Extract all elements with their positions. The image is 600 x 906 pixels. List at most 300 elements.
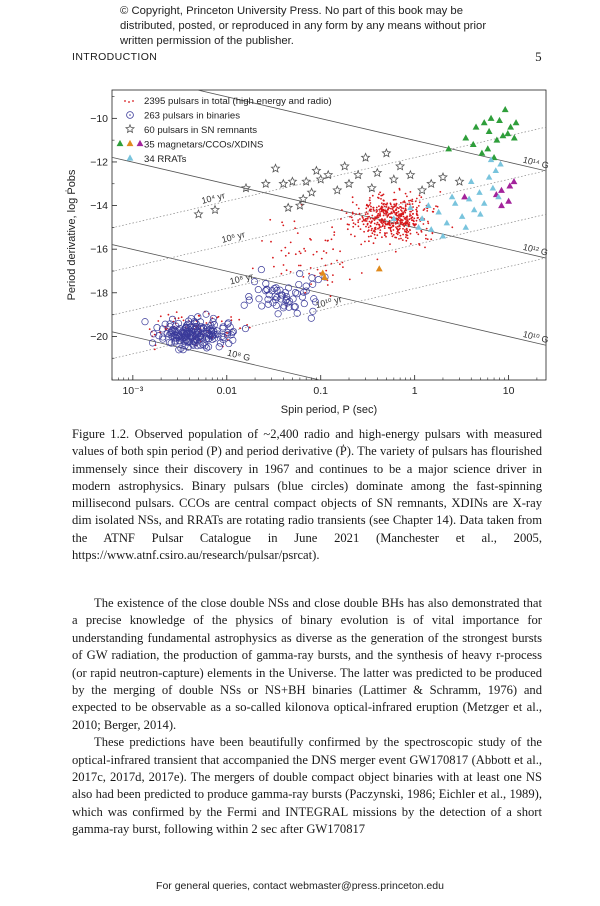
y-tick-label: −18 [90, 287, 108, 300]
pulsar-point [331, 263, 333, 265]
pulsar-point [285, 255, 287, 257]
pulsar-point [299, 251, 301, 253]
pulsar-point [383, 222, 385, 224]
pulsar-point [272, 257, 274, 259]
pulsar-point [400, 235, 402, 237]
pulsar-point [387, 215, 389, 217]
pulsar-point [383, 213, 385, 215]
pulsar-point [383, 209, 385, 211]
body-paragraph: These predictions have been beautifully confirmed by the spectroscopic study of the optical-infrared transient that accompanied the DNS merger event GW170817 (Abbott et al., 2017c, 2017d, 2017e). The mergers of double compact object binaries with at least one NS also had been predicted to produce gamma-ray bursts (Paczynski, 1986; Eichler et al., 1989), which was confirmed by the Fermi and INTEGRAL missions by the detection of a short gamma-ray burst, following within 2 sec after GW170817 [72, 735, 542, 837]
pulsar-point [384, 206, 386, 208]
pulsar-point [269, 219, 271, 221]
pulsar-point [391, 223, 393, 225]
pulsar-point [284, 247, 286, 249]
pulsar-point [391, 211, 393, 213]
pulsar-point [373, 218, 375, 220]
pulsar-point [410, 215, 412, 217]
pulsar-point [416, 232, 418, 234]
pulsar-point [398, 238, 400, 240]
pulsar-point [206, 322, 208, 324]
pulsar-point [341, 209, 343, 211]
pulsar-point [412, 206, 414, 208]
magnetar-point [493, 137, 500, 143]
magnetar-point [484, 145, 491, 151]
pulsar-point [427, 222, 429, 224]
field-line-label: 10¹² G [521, 241, 550, 258]
pulsar-point [295, 253, 297, 255]
pulsar-point [370, 202, 372, 204]
field-line-label: 10⁸ G [226, 347, 252, 364]
rrat-point [481, 200, 487, 206]
pulsar-point [405, 236, 407, 238]
snr-pulsar-point [382, 149, 390, 157]
pulsar-point [381, 236, 383, 238]
pulsar-point [349, 216, 351, 218]
snr-pulsar-point [373, 169, 381, 177]
pulsar-point [359, 218, 361, 220]
pulsar-point [432, 233, 434, 235]
pulsar-point [451, 226, 453, 228]
pulsar-point [370, 206, 372, 208]
pulsar-point [387, 209, 389, 211]
pulsar-point [339, 263, 341, 265]
pulsar-point [353, 222, 355, 224]
pulsar-point [395, 214, 397, 216]
snr-pulsar-point [302, 177, 310, 185]
magnetar-point [462, 134, 469, 140]
pulsar-point [333, 231, 335, 233]
pulsar-point [410, 233, 412, 235]
page-number: 5 [535, 49, 542, 64]
pulsar-point [393, 206, 395, 208]
pulsar-point [310, 283, 312, 285]
pulsar-point [360, 244, 362, 246]
pulsar-point [354, 235, 356, 237]
pulsar-point [364, 241, 366, 243]
pulsar-point [389, 227, 391, 229]
pulsar-point [363, 219, 365, 221]
pulsar-point [332, 248, 334, 250]
pulsar-point [298, 265, 300, 267]
pulsar-point [342, 266, 344, 268]
pulsar-point [352, 196, 354, 198]
pulsar-point [396, 212, 398, 214]
pulsar-point [406, 216, 408, 218]
snr-pulsar-point [354, 171, 362, 179]
pulsar-point [358, 208, 360, 210]
binary-pulsar-point [309, 275, 315, 281]
legend-entry-label: 2395 pulsars in total (high energy and radio) [144, 96, 332, 107]
binary-pulsar-point [275, 311, 281, 317]
pulsar-point [382, 206, 384, 208]
legend-marker-dot [124, 100, 126, 102]
pulsar-point [363, 223, 365, 225]
binary-pulsar-point [230, 337, 236, 343]
pulsar-point [379, 214, 381, 216]
pulsar-point [300, 265, 302, 267]
pulsar-point [404, 202, 406, 204]
pulsar-point [349, 279, 351, 281]
pulsar-point [383, 200, 385, 202]
binary-pulsar-point [310, 308, 316, 314]
pulsar-point [352, 213, 354, 215]
rrat-point [459, 213, 465, 219]
pulsar-point [371, 220, 373, 222]
pulsar-point [409, 229, 411, 231]
pulsar-point [390, 204, 392, 206]
snr-pulsar-point [242, 184, 250, 192]
pulsar-point [406, 228, 408, 230]
pulsar-point [376, 215, 378, 217]
pulsar-point [368, 216, 370, 218]
rrat-point [471, 207, 477, 213]
legend-entry-label: 263 pulsars in binaries [144, 110, 240, 122]
pulsar-point [304, 250, 306, 252]
pulsar-point [351, 217, 353, 219]
pulsar-point [378, 205, 380, 207]
pulsar-point [339, 250, 341, 252]
snr-pulsar-point [262, 180, 270, 188]
snr-pulsar-point [284, 204, 292, 212]
snr-pulsar-point [406, 171, 414, 179]
pulsar-point [426, 228, 428, 230]
pulsar-point [238, 319, 240, 321]
xdins-point [505, 198, 512, 204]
pulsar-point [290, 271, 292, 273]
rrat-point [497, 161, 503, 167]
x-tick-label: 10 [502, 385, 515, 397]
pulsar-point [376, 209, 378, 211]
pulsar-point [424, 247, 426, 249]
binary-pulsar-point [259, 303, 265, 309]
pulsar-point [382, 225, 384, 227]
pulsar-point [430, 238, 432, 240]
pulsar-point [357, 219, 359, 221]
body-paragraph: The existence of the close double NSs and close double BHs has also demonstrated that a precise knowledge of the physics of binary evolution is of vital importance for understanding fundamental astrophysics as diverse as the generation of the strongest bursts of GW radiation, the production of gamma-ray bursts, and the synthesis of heavy r-process (or rapid neutron-capture) elements in the Universe. The latter was predicted to be produced by the merging of double NSs or NS+BH binaries (Lattimer & Schramm, 1976) and expected to be observable as a so-called kilonova optical-infrared eruption (Metzger et al., 2010; Berger, 2014). [72, 596, 542, 732]
age-line-label: 10⁴ yr [200, 190, 227, 206]
pulsar-point [418, 243, 420, 245]
pulsar-point [405, 218, 407, 220]
y-tick-label: −14 [90, 200, 108, 213]
pulsar-point [418, 205, 420, 207]
pulsar-point [370, 226, 372, 228]
pulsar-point [333, 234, 335, 236]
pulsar-point [331, 238, 333, 240]
pulsar-point [249, 327, 251, 329]
pulsar-point [230, 316, 232, 318]
legend-entry-label: 60 pulsars in SN remnants [144, 125, 258, 136]
pulsar-point [405, 222, 407, 224]
xdins-point [498, 202, 505, 208]
pulsar-point [384, 226, 386, 228]
pulsar-point [154, 349, 156, 351]
snr-pulsar-point [439, 173, 447, 181]
legend-marker-dot [128, 101, 130, 103]
magnetar-point [445, 145, 452, 151]
pulsar-point [389, 216, 391, 218]
pulsar-point [400, 209, 402, 211]
pulsar-point [168, 314, 170, 316]
pulsar-point [373, 242, 375, 244]
pulsar-point [391, 206, 393, 208]
magnetar-point [507, 123, 514, 129]
pulsar-point [375, 237, 377, 239]
pulsar-point [416, 214, 418, 216]
pulsar-point [286, 269, 288, 271]
magnetar-point [481, 119, 488, 125]
pulsar-point [388, 213, 390, 215]
snr-pulsar-point [211, 206, 219, 214]
pulsar-point [396, 228, 398, 230]
pulsar-point [356, 204, 358, 206]
pulsar-point [336, 260, 338, 262]
pulsar-point [379, 209, 381, 211]
pulsar-point [369, 200, 371, 202]
pulsar-point [309, 238, 311, 240]
pulsar-point [316, 251, 318, 253]
pulsar-point [149, 328, 151, 330]
pulsar-point [393, 192, 395, 194]
pulsar-point [405, 240, 407, 242]
rrat-point [463, 224, 469, 230]
x-tick-label: 1 [411, 385, 418, 397]
snr-pulsar-point [456, 177, 464, 185]
pulsar-point [360, 228, 362, 230]
pulsar-point [385, 213, 387, 215]
pulsar-point [393, 229, 395, 231]
pulsar-point [331, 226, 333, 228]
pulsar-point [399, 188, 401, 190]
pulsar-point [384, 234, 386, 236]
binary-pulsar-point [265, 301, 271, 307]
pulsar-point [412, 203, 414, 205]
pulsar-point [402, 214, 404, 216]
pulsar-point [290, 242, 292, 244]
snr-pulsar-point [341, 162, 349, 170]
pulsar-point [297, 232, 299, 234]
pulsar-point [433, 208, 435, 210]
pulsar-point [368, 236, 370, 238]
pulsar-point [323, 250, 325, 252]
pulsar-point [417, 217, 419, 219]
pulsar-point [399, 228, 401, 230]
pulsar-point [415, 209, 417, 211]
legend-marker-triangle [117, 140, 124, 146]
pulsar-point [160, 315, 162, 317]
caption-text: Observed population of ~2,400 radio and high-energy pulsars with measured values of both spin period (P) and period derivative (Ṗ). The variety of pulsars has flourished immensely since their discovery in 1967 and continues to be a major science driver in modern astrophysics. Binary pulsars (blue circles) dominate among the fast-spinning millisecond pulsars. CCOs are central compact objects of SN remnants, XDINs are X-ray dim isolated NSs, and RRATs are rotating radio transients (see Chapter 14). Data taken from the ATNF Pulsar Catalogue in June 2021 (Manchester et al., 2005, https://www.atnf.csiro.au/research/pulsar/psrcat). [72, 427, 542, 563]
pulsar-point [281, 273, 283, 275]
pulsar-point [221, 320, 223, 322]
pulsar-point [350, 234, 352, 236]
pulsar-point [183, 320, 185, 322]
pulsar-point [379, 229, 381, 231]
pulsar-point [405, 205, 407, 207]
pulsar-point [403, 223, 405, 225]
magnetar-point [473, 123, 480, 129]
pulsar-point [157, 320, 159, 322]
pulsar-point [423, 223, 425, 225]
pulsar-point [327, 284, 329, 286]
legend-marker-circle-dot [129, 114, 131, 116]
pulsar-point [294, 227, 296, 229]
pulsar-point [325, 240, 327, 242]
pulsar-point [400, 202, 402, 204]
pulsar-point [408, 223, 410, 225]
y-tick-label: −20 [90, 330, 108, 343]
pulsar-point [367, 213, 369, 215]
pulsar-point [398, 214, 400, 216]
pulsar-point [405, 231, 407, 233]
legend [117, 96, 332, 165]
binary-pulsar-point [256, 296, 262, 302]
pulsar-point [396, 222, 398, 224]
pulsar-point [366, 211, 368, 213]
pulsar-point [365, 208, 367, 210]
binary-pulsar-point [242, 325, 248, 331]
pulsar-point [365, 226, 367, 228]
pulsar-point [379, 227, 381, 229]
snr-pulsar-point [396, 162, 404, 170]
pulsar-point [402, 234, 404, 236]
pulsar-point [437, 206, 439, 208]
rrat-point [490, 185, 496, 191]
pulsar-point [363, 231, 365, 233]
pulsar-point [386, 222, 388, 224]
pulsar-point [411, 217, 413, 219]
pulsar-point [395, 199, 397, 201]
pulsar-point [270, 241, 272, 243]
pulsar-point [403, 226, 405, 228]
pulsar-point [400, 220, 402, 222]
pulsar-point [411, 199, 413, 201]
pulsar-point [313, 254, 315, 256]
xdins-point [461, 193, 468, 199]
pulsar-point [300, 252, 302, 254]
pulsar-point [372, 195, 374, 197]
pulsar-point [252, 268, 254, 270]
pulsar-point [402, 208, 404, 210]
pulsar-point [384, 221, 386, 223]
pulsar-point [425, 238, 427, 240]
pulsar-point [393, 225, 395, 227]
pulsar-point [367, 205, 369, 207]
pulsar-point [382, 194, 384, 196]
binary-pulsar-point [299, 294, 305, 300]
cco-point [376, 265, 383, 271]
rrat-point [449, 193, 455, 199]
rrat-point [419, 215, 425, 221]
pulsar-point [317, 269, 319, 271]
xdins-point [498, 187, 505, 193]
pulsar-point [359, 213, 361, 215]
pulsar-point [427, 238, 429, 240]
line-labels [200, 155, 549, 363]
pulsar-point [397, 230, 399, 232]
snr-pulsar-point [312, 167, 320, 175]
pulsar-point [380, 198, 382, 200]
pulsar-point [417, 233, 419, 235]
pulsar-point [402, 239, 404, 241]
pulsar-point [379, 232, 381, 234]
pulsar-point [395, 251, 397, 253]
legend-marker-triangle [127, 140, 134, 146]
pulsar-point [403, 216, 405, 218]
pulsar-point [408, 231, 410, 233]
pulsar-point [347, 223, 349, 225]
pulsar-point [369, 221, 371, 223]
binary-pulsar-point [149, 340, 155, 346]
age-line-label: 10¹⁰ yr [314, 294, 343, 311]
pulsar-point [379, 211, 381, 213]
pulsar-point [410, 200, 412, 202]
pulsar-point [398, 217, 400, 219]
binary-pulsar-point [216, 344, 222, 350]
legend-marker-triangle [137, 140, 144, 146]
pulsar-point [303, 248, 305, 250]
pulsar-point [369, 204, 371, 206]
snr-pulsar-point [345, 180, 353, 188]
pulsar-point [424, 208, 426, 210]
footer-contact: For general queries, contact webmaster@press.princeton.edu [156, 880, 444, 892]
binary-pulsar-point [301, 300, 307, 306]
pulsar-point [410, 191, 412, 193]
binary-pulsar-point [303, 288, 309, 294]
snr-pulsar-point [289, 177, 297, 185]
age-line-label: 10⁶ yr [220, 229, 246, 245]
pulsar-point [416, 207, 418, 209]
pulsar-point [379, 192, 381, 194]
pulsar-point [326, 252, 328, 254]
field-line-label: 10¹⁰ G [521, 329, 550, 346]
pulsar-point [283, 264, 285, 266]
pulsar-point [366, 220, 368, 222]
pulsar-point [396, 207, 398, 209]
pulsar-point [399, 225, 401, 227]
pulsar-point [413, 223, 415, 225]
legend-entry-label: 34 RRATs [144, 154, 187, 165]
pulsar-point [396, 233, 398, 235]
pulsar-point [371, 228, 373, 230]
pulsar-point [397, 226, 399, 228]
pulsar-point [370, 235, 372, 237]
pulsar-point [331, 281, 333, 283]
pulsar-point [416, 220, 418, 222]
binary-pulsar-point [241, 302, 247, 308]
pulsar-point [281, 250, 283, 252]
binary-pulsar-point [255, 286, 261, 292]
pulsar-point [378, 193, 380, 195]
magnetar-point [496, 117, 503, 123]
pulsar-point [409, 211, 411, 213]
binary-pulsar-point [195, 314, 201, 320]
pulsar-point [358, 225, 360, 227]
pulsar-point [376, 224, 378, 226]
pulsar-point [400, 222, 402, 224]
pulsar-point [388, 222, 390, 224]
legend-entry-label: 35 magnetars/CCOs/XDINS [144, 139, 264, 151]
snr-pulsar-point [296, 201, 304, 209]
pulsar-point [405, 207, 407, 209]
pulsar-point [371, 230, 373, 232]
pulsar-point [393, 203, 395, 205]
pulsar-point [355, 213, 357, 215]
rrat-point [468, 178, 474, 184]
running-title: INTRODUCTION [72, 51, 158, 63]
pulsar-point [389, 243, 391, 245]
pulsar-point [390, 230, 392, 232]
rrat-point [428, 226, 434, 232]
binary-pulsar-point [292, 289, 298, 295]
